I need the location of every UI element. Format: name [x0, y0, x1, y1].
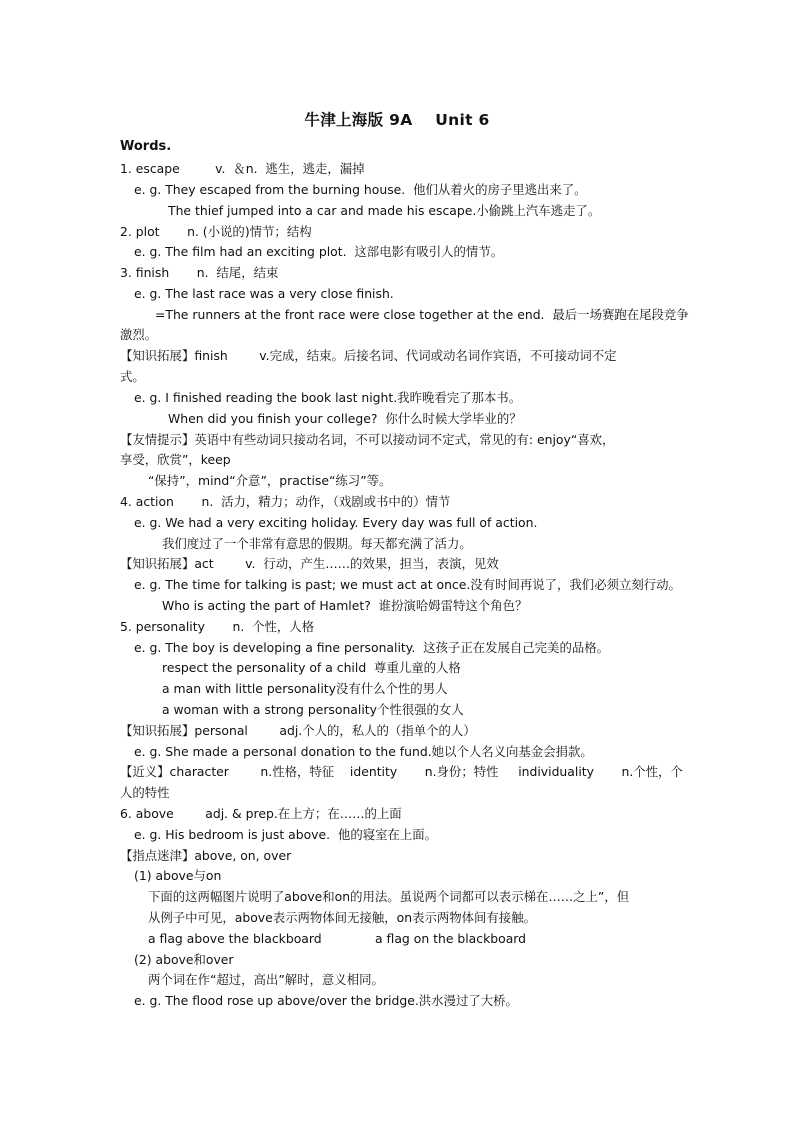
note-continued: 人的特性: [120, 785, 170, 800]
example-line-continued: 激烈。: [120, 327, 158, 342]
synonyms-note: 【近义】character n.性格，特征 identity n.身份；特性 individuality n.个性，个: [120, 764, 683, 779]
example-line: e. g. The time for talking is past; we must act at once.没有时间再说了，我们必须立刻行动。: [134, 577, 681, 592]
phrase-line: a woman with a strong personality个性很强的女人: [162, 702, 464, 717]
example-line: =The runners at the front race were close together at the end. 最后一场赛跑在尾段竞争: [155, 307, 689, 322]
note-continued: 享受，欣赏”，keep: [120, 452, 231, 467]
entry-finish: 3. finish n. 结尾，结束: [120, 265, 279, 280]
phrase-line: a man with little personality没有什么个性的男人: [162, 681, 448, 696]
usage-explanation: 两个词在作“超过，高出”解时，意义相同。: [148, 972, 384, 987]
example-line: e. g. The flood rose up above/over the bridge.洪水漫过了大桥。: [134, 993, 518, 1008]
usage-explanation: 从例子中可见，above表示两物体间无接触，on表示两物体间有接触。: [148, 910, 536, 925]
subheading-above-on: (1) above与on: [134, 868, 222, 883]
note-continued: “保持”，mind“介意”，practise“练习”等。: [148, 473, 392, 488]
usage-guide-note: 【指点迷津】above, on, over: [120, 848, 292, 863]
example-line: When did you finish your college? 你什么时候大学毕业的？: [168, 411, 522, 426]
example-line: e. g. The boy is developing a fine personality. 这孩子正在发展自己完美的品格。: [134, 640, 610, 655]
subheading-above-over: (2) above和over: [134, 952, 234, 967]
entry-escape: 1. escape v. ＆n. 逃生，逃走，漏掉: [120, 161, 365, 176]
example-translation: 我们度过了一个非常有意思的假期。每天都充满了活力。: [162, 536, 472, 551]
knowledge-extension-note: 【知识拓展】personal adj.个人的，私人的（指单个的人）: [120, 723, 476, 738]
phrase-line: respect the personality of a child 尊重儿童的人格: [162, 660, 461, 675]
entry-plot: 2. plot n. (小说的)情节；结构: [120, 224, 312, 239]
example-line: e. g. I finished reading the book last night.我昨晚看完了那本书。: [134, 390, 522, 405]
example-line: e. g. The last race was a very close finish.: [134, 286, 394, 301]
example-line: Who is acting the part of Hamlet? 谁扮演哈姆雷特这个角色？: [162, 598, 528, 613]
friendly-tip-note: 【友情提示】英语中有些动词只接动名词，不可以接动词不定式，常见的有: enjoy“喜欢，: [120, 432, 615, 447]
knowledge-extension-note: 【知识拓展】act v. 行动，产生……的效果，担当，表演，见效: [120, 556, 499, 571]
example-line: e. g. They escaped from the burning house. 他们从着火的房子里逃出来了。: [134, 182, 587, 197]
document-title: 牛津上海版 9A Unit 6: [304, 111, 490, 129]
example-line: The thief jumped into a car and made his escape.小偷跳上汽车逃走了。: [168, 203, 601, 218]
entry-above: 6. above adj. & prep.在上方；在……的上面: [120, 806, 402, 821]
example-line: e. g. She made a personal donation to the fund.她以个人名义向基金会捐款。: [134, 744, 593, 759]
phrase-on-blackboard: a flag on the blackboard: [375, 931, 527, 946]
usage-explanation: 下面的这两幅图片说明了above和on的用法。虽说两个词都可以表示梯在……之上”，但: [148, 889, 630, 904]
example-line: e. g. The film had an exciting plot. 这部电影有吸引人的情节。: [134, 244, 504, 259]
phrase-above-blackboard: a flag above the blackboard: [148, 931, 322, 946]
entry-personality: 5. personality n. 个性，人格: [120, 619, 315, 634]
knowledge-extension-note: 【知识拓展】finish v.完成，结束。后接名词、代词或动名词作宾语，不可接动词不定: [120, 348, 617, 363]
entry-action: 4. action n. 活力，精力；动作，（戏剧或书中的）情节: [120, 494, 451, 509]
example-line: e. g. We had a very exciting holiday. Every day was full of action.: [134, 515, 538, 530]
words-heading: Words.: [120, 139, 172, 154]
note-continued: 式。: [120, 369, 145, 384]
example-line: e. g. His bedroom is just above. 他的寝室在上面。: [134, 827, 438, 842]
